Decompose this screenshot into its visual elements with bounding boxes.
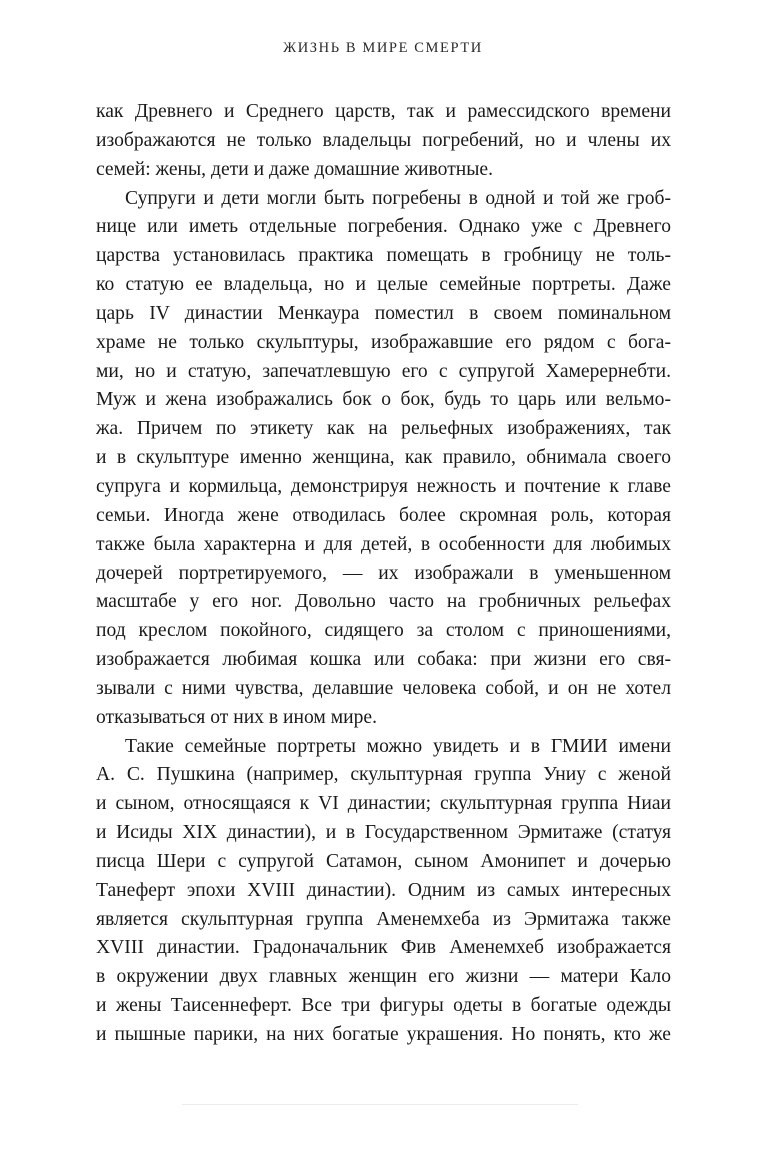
text-line: и Исиды XIX династии), и в Государственном Эрмитаже (статуя (96, 822, 671, 844)
text-line: и сыном, относящаяся к VI династии; скульптурная группа Ниаи (96, 793, 671, 815)
text-line: также была характерна и для детей, в особенности для любимых (96, 533, 671, 555)
text-line: под креслом покойного, сидящего за столом с приношениями, (96, 620, 671, 642)
text-line: царь IV династии Менкаура поместил в своем поминальном (96, 302, 671, 324)
text-line: ко статую ее владельца, но и целые семейные портреты. Даже (96, 274, 671, 296)
text-line: и жены Таисеннеферт. Все три фигуры одеты в богатые одежды (96, 995, 671, 1017)
text-line: отказываться от них в ином мире. (96, 706, 377, 728)
text-line: нице или иметь отдельные погребения. Однако уже с Древнего (96, 216, 671, 238)
text-line: Такие семейные портреты можно увидеть и в ГМИИ имени (125, 735, 671, 757)
text-line: супруга и кормильца, демонстрируя нежность и почтение к главе (96, 475, 671, 497)
footer-rule (182, 1104, 578, 1105)
text-line: и в скульптуре именно женщина, как правило, обнимала своего (96, 447, 671, 469)
text-line: дочерей портретируемого, — их изображали в уменьшенном (96, 562, 671, 584)
running-head: ЖИЗНЬ В МИРЕ СМЕРТИ (283, 40, 483, 56)
text-line: Танеферт эпохи XVIII династии). Одним из самых интересных (96, 879, 671, 901)
text-line: ми, но и статую, запечатлевшую его с супругой Хамерернебти. (96, 360, 671, 382)
text-line: является скульптурная группа Аменемхеба из Эрмитажа также (96, 908, 671, 930)
text-line: царства установилась практика помещать в гробницу не толь- (96, 245, 671, 267)
text-line: семьи. Иногда жене отводилась более скромная роль, которая (96, 504, 671, 526)
text-line: храме не только скульптуры, изображавшие его рядом с бога- (96, 331, 671, 353)
text-line: в окружении двух главных женщин его жизни — матери Кало (96, 966, 671, 988)
body-text (96, 98, 671, 1050)
text-line: изображается любимая кошка или собака: при жизни его свя- (96, 649, 671, 671)
text-line: как Древнего и Среднего царств, так и рамессидского времени (96, 101, 671, 122)
text-line: масштабе у его ног. Довольно часто на гробничных рельефах (96, 591, 671, 613)
text-line: Муж и жена изображались бок о бок, будь то царь или вельмо- (96, 389, 671, 411)
text-line: XVIII династии. Градоначальник Фив Аменемхеб изображается (96, 937, 671, 959)
text-line: А. С. Пушкина (например, скульптурная группа Униу с женой (96, 764, 671, 786)
text-line: Супруги и дети могли быть погребены в одной и той же гроб- (125, 187, 671, 209)
text-line: жа. Причем по этикету как на рельефных изображениях, так (96, 418, 671, 440)
text-line: и пышные парики, на них богатые украшения. Но понять, кто же (96, 1024, 671, 1045)
text-line: зывали с ними чувства, делавшие человека собой, и он не хотел (96, 677, 671, 699)
text-line: писца Шери с супругой Сатамон, сыном Амонипет и дочерью (96, 850, 671, 872)
text-line: изображаются не только владельцы погребений, но и члены их (96, 129, 671, 151)
text-line: семей: жены, дети и даже домашние животные. (96, 158, 494, 180)
